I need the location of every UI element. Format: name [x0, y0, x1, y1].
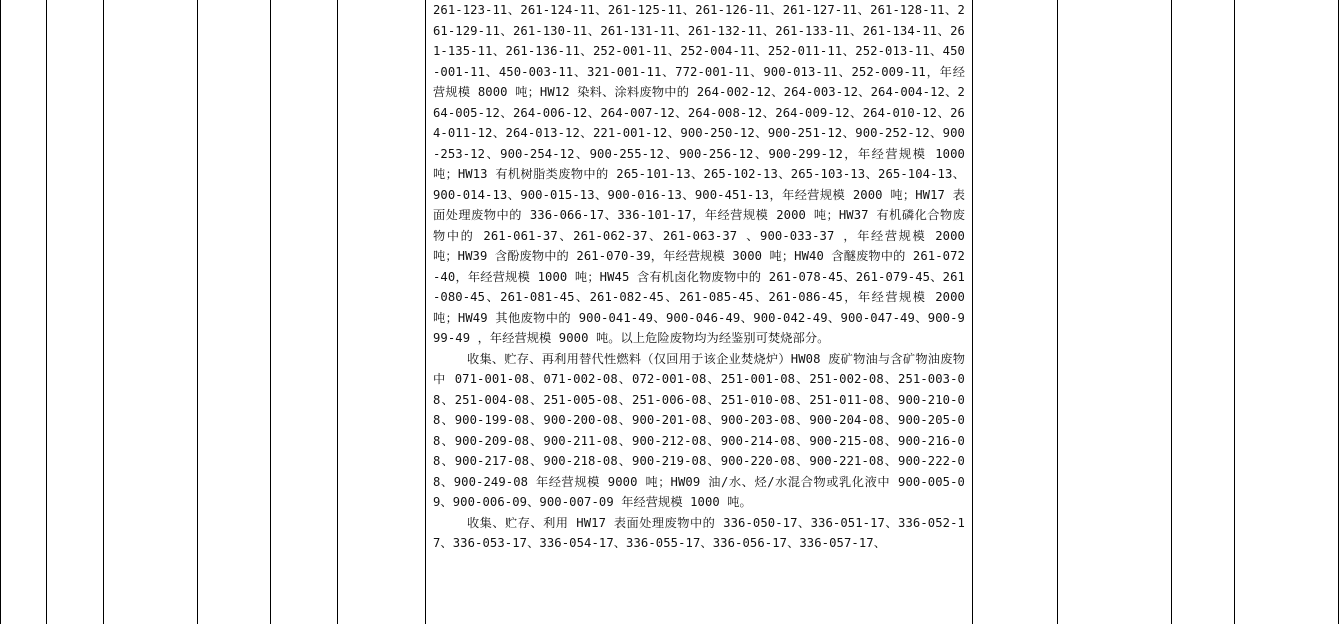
column-border — [972, 0, 973, 624]
column-border — [46, 0, 47, 624]
column-border — [0, 0, 1, 624]
business-scope-cell — [433, 0, 965, 554]
column-border — [103, 0, 104, 624]
column-border — [425, 0, 426, 624]
column-border — [1338, 0, 1339, 624]
column-border — [197, 0, 198, 624]
column-border — [1057, 0, 1058, 624]
scope-paragraph: 261-123-11、261-124-11、261-125-11、261-126-11、261-127-11、261-128-11、261-129-11、261-130-11、261-131-11、261-132-11、261-133-11、261-134-11、261-135-11、261-136-11、252-001-11、252-004-11、252-011-11、252-013-11、450-001-11、450-003-11、321-001-11、772-001-11、900-013-11、252-009-11，年经营规模 8000 吨；HW12 染料、涂料废物中的 264-002-12、264-003-12、264-004-12、264-005-12、264-006-12、264-007-12、264-008-12、264-009-12、264-010-12、264-011-12、264-013-12、221-001-12、900-250-12、900-251-12、900-252-12、900-253-12、900-254-12、900-255-12、900-256-12、900-299-12，年经营规模 1000 吨；HW13 有机树脂类废物中的 265-101-13、265-102-13、265-103-13、265-104-13、900-014-13、900-015-13、900-016-13、900-451-13，年经营规模 2000 吨；HW17 表面处理废物中的 336-066-17、336-101-17，年经营规模 2000 吨；HW37 有机磷化合物废物中的 261-061-37、261-062-37、261-063-37 、900-033-37 ，年经营规模 2000 吨；HW39 含酚废物中的 261-070-39，年经营规模 3000 吨；HW40 含醚废物中的 261-072-40，年经营规模 1000 吨；HW45 含有机卤化物废物中的 261-078-45、261-079-45、261-080-45、261-081-45、261-082-45、261-085-45、261-086-45，年经营规模 2000 吨；HW49 其他废物中的 900-041-49、900-046-49、900-042-49、900-047-49、900-999-49 ，年经营规模 9000 吨。以上危险废物均为经鉴别可焚烧部分。 — [433, 3, 965, 345]
column-border — [1171, 0, 1172, 624]
column-border — [337, 0, 338, 624]
scope-paragraph: 收集、贮存、再利用替代性燃料（仅回用于该企业焚烧炉）HW08 废矿物油与含矿物油废物中 071-001-08、071-002-08、072-001-08、251-001-08、251-002-08、251-003-08、251-004-08、251-005-08、251-006-08、251-010-08、251-011-08、900-210-08、900-199-08、900-200-08、900-201-08、900-203-08、900-204-08、900-205-08、900-209-08、900-211-08、900-212-08、900-214-08、900-215-08、900-216-08、900-217-08、900-218-08、900-219-08、900-220-08、900-221-08、900-222-08、900-249-08 年经营规模 9000 吨；HW09 油/水、烃/水混合物或乳化液中 900-005-09、900-006-09、900-007-09 年经营规模 1000 吨。 — [433, 351, 965, 509]
column-border — [1234, 0, 1235, 624]
column-border — [270, 0, 271, 624]
scope-paragraph: 收集、贮存、利用 HW17 表面处理废物中的 336-050-17、336-051-17、336-052-17、336-053-17、336-054-17、336-055-17、336-056-17、336-057-17、 — [433, 515, 965, 550]
